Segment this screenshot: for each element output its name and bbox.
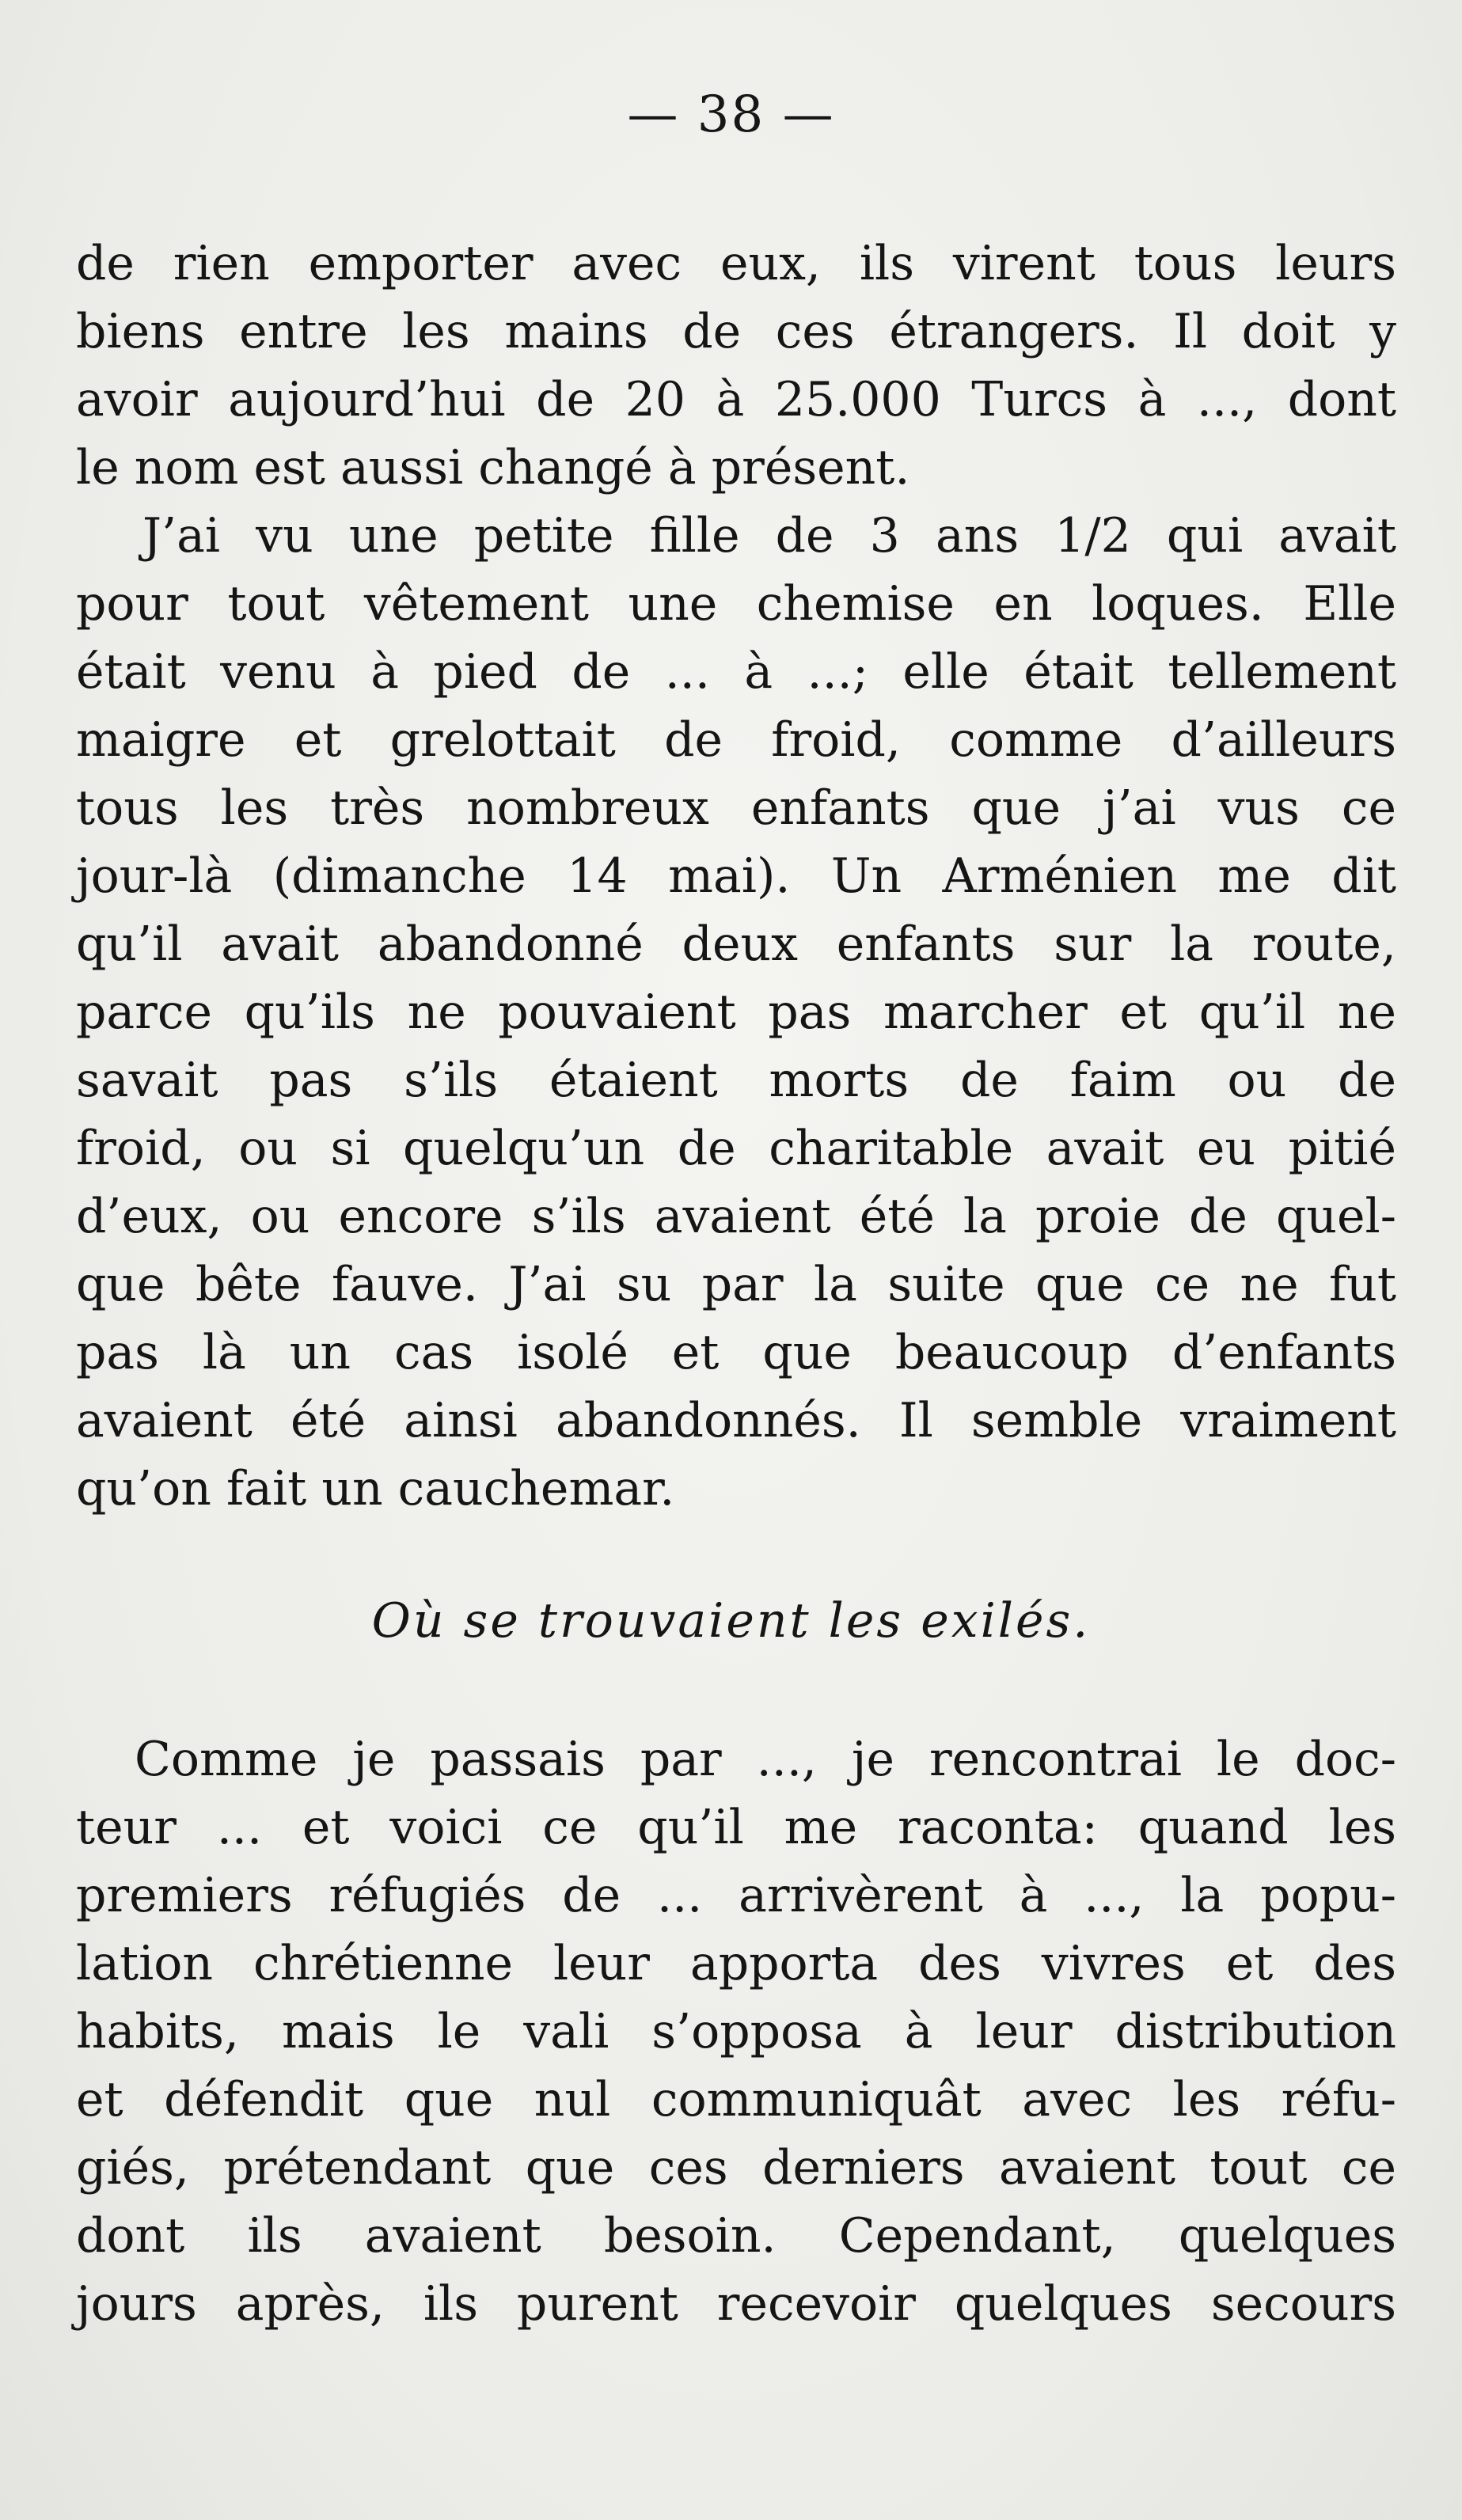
text-line: Comme je passais par ..., je rencontrai le doc- (135, 1732, 1396, 1787)
text-line: jour-là (dimanche 14 mai). Un Arménien me dit (76, 848, 1396, 904)
text-line: que bête fauve. J’ai su par la suite que ce ne fut (76, 1257, 1396, 1312)
text-line: qu’il avait abandonné deux enfants sur la route, (76, 917, 1396, 972)
text-line: biens entre les mains de ces étrangers. Il doit y (76, 304, 1396, 359)
text-line: pour tout vêtement une chemise en loques. Elle (76, 576, 1396, 632)
text-line: pas là un cas isolé et que beaucoup d’enfants (76, 1325, 1396, 1380)
text-line: avoir aujourd’hui de 20 à 25.000 Turcs à ..., dont (76, 372, 1396, 427)
text-line: tous les très nombreux enfants que j’ai vus ce (76, 780, 1396, 836)
text-line: premiers réfugiés de ... arrivèrent à ..., la popu- (76, 1868, 1396, 1923)
text-line: lation chrétienne leur apporta des vivres et des (76, 1936, 1396, 1991)
text-line: parce qu’ils ne pouvaient pas marcher et qu’il ne (76, 985, 1396, 1040)
text-line: d’eux, ou encore s’ils avaient été la proie de quel- (76, 1189, 1396, 1244)
text-line: giés, prétendant que ces derniers avaient tout ce (76, 2140, 1396, 2196)
text-line: avaient été ainsi abandonnés. Il semble vraiment (76, 1393, 1396, 1448)
text-line: habits, mais le vali s’opposa à leur distribution (76, 2004, 1396, 2059)
text-line: savait pas s’ils étaient morts de faim ou de (76, 1053, 1396, 1108)
text-line: de rien emporter avec eux, ils virent tous leurs (76, 236, 1396, 291)
text-line: dont ils avaient besoin. Cependant, quelques (76, 2208, 1396, 2264)
text-line: qu’on fait un cauchemar. (76, 1461, 675, 1516)
text-line: teur ... et voici ce qu’il me raconta: quand les (76, 1800, 1396, 1855)
text-line: était venu à pied de ... à ...; elle était tellement (76, 644, 1396, 700)
section-heading: Où se trouvaient les exilés. (371, 1593, 1091, 1649)
text-line: et défendit que nul communiquât avec les réfu- (76, 2072, 1396, 2127)
text-line: maigre et grelottait de froid, comme d’ailleurs (76, 712, 1396, 768)
page-number: — 38 — (627, 85, 835, 144)
text-line: J’ai vu une petite fille de 3 ans 1/2 qui avait (142, 508, 1396, 564)
text-line: jours après, ils purent recevoir quelques secours (76, 2276, 1396, 2332)
text-line: froid, ou si quelqu’un de charitable avait eu pitié (76, 1121, 1396, 1176)
text-line: le nom est aussi changé à présent. (76, 440, 910, 495)
